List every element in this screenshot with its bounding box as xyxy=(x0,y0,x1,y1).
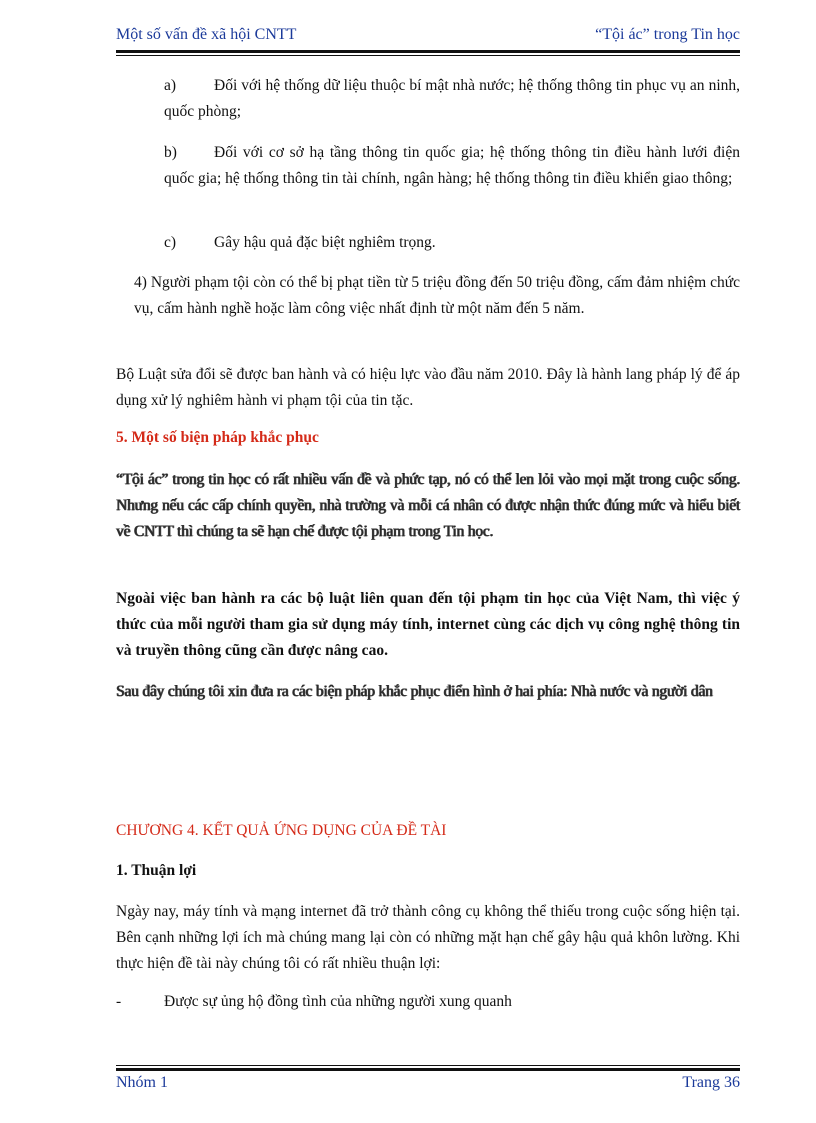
header-rule-thin xyxy=(116,55,740,56)
list-item-c xyxy=(164,230,740,256)
bullet-item xyxy=(116,989,740,1015)
list-marker: a) xyxy=(164,77,177,94)
section-5-paragraph-3: Sau đây chúng tôi xin đưa ra các biện pháp khắc phục điển hình ở hai phía: Nhà nước và người dân xyxy=(116,683,713,700)
page-footer xyxy=(116,1074,740,1096)
list-marker: c) xyxy=(164,234,177,251)
paragraph-law: Bộ Luật sửa đổi sẽ được ban hành và có hiệu lực vào đầu năm 2010. Đây là hành lang pháp lý để áp dụng xử lý nghiêm hành vi phạm tội của tin tặc. xyxy=(116,366,740,409)
chapter-4-heading: CHƯƠNG 4. KẾT QUẢ ỨNG DỤNG CỦA ĐỀ TÀI xyxy=(116,822,447,839)
section-5-paragraph-2: Ngoài việc ban hành ra các bộ luật liên quan đến tội phạm tin học của Việt Nam, thì việc ý thức của mỗi người tham gia sử dụng máy tính, internet cùng các dịch vụ công nghệ thông tin và truyền thông cũng cần được nâng cao. xyxy=(116,590,740,659)
footer-rule-thin xyxy=(116,1065,740,1066)
bullet-marker: - xyxy=(116,993,122,1010)
page-number: Trang 36 xyxy=(682,1074,740,1091)
list-text: Đối với hệ thống dữ liệu thuộc bí mật nhà nước; hệ thống thông tin phục vụ an ninh, quốc phòng; xyxy=(164,77,740,120)
list-item-a xyxy=(164,73,740,125)
list-text: Gây hậu quả đặc biệt nghiêm trọng. xyxy=(214,234,436,251)
subsection-heading: 1. Thuận lợi xyxy=(116,862,197,879)
list-marker: b) xyxy=(164,144,177,161)
list-item-b xyxy=(164,140,740,218)
footer-group-name: Nhóm 1 xyxy=(116,1074,168,1091)
header-right-title: “Tội ác” trong Tin học xyxy=(595,26,740,43)
page-header xyxy=(116,26,740,48)
paragraph-penalty: 4) Người phạm tội còn có thể bị phạt tiền từ 5 triệu đồng đến 50 triệu đồng, cấm đảm nhiệm chức vụ, cấm hành nghề hoặc làm công việc nhất định từ một năm đến 5 năm. xyxy=(134,274,740,317)
bullet-text: Được sự ủng hộ đồng tình của những người xung quanh xyxy=(164,993,512,1010)
footer-rule-thick xyxy=(116,1068,740,1071)
section-5-paragraph-1: “Tội ác” trong tin học có rất nhiều vấn đề và phức tạp, nó có thể len lỏi vào mọi mặt trong cuộc sống. Nhưng nếu các cấp chính quyền, nhà trường và mỗi cá nhân có được nhận thức đúng mức và hiểu biết về CNTT thì chúng ta sẽ hạn chế được tội phạm trong Tin học. xyxy=(116,471,740,540)
header-rule-thick xyxy=(116,50,740,53)
header-left-title: Một số vấn đề xã hội CNTT xyxy=(116,26,297,43)
list-text: Đối với cơ sở hạ tầng thông tin quốc gia; hệ thống thông tin điều hành lưới điện quốc gia; hệ thống thông tin tài chính, ngân hàng; hệ thống thông tin điều khiển giao thông; xyxy=(164,144,740,187)
section-5-heading: 5. Một số biện pháp khắc phục xyxy=(116,429,319,446)
chapter-paragraph: Ngày nay, máy tính và mạng internet đã trở thành công cụ không thể thiếu trong cuộc sống hiện tại. Bên cạnh những lợi ích mà chúng mang lại còn có những mặt hạn chế gây hậu quả khôn lường. Khi thực hiện đề tài này chúng tôi có rất nhiều thuận lợi: xyxy=(116,903,740,972)
